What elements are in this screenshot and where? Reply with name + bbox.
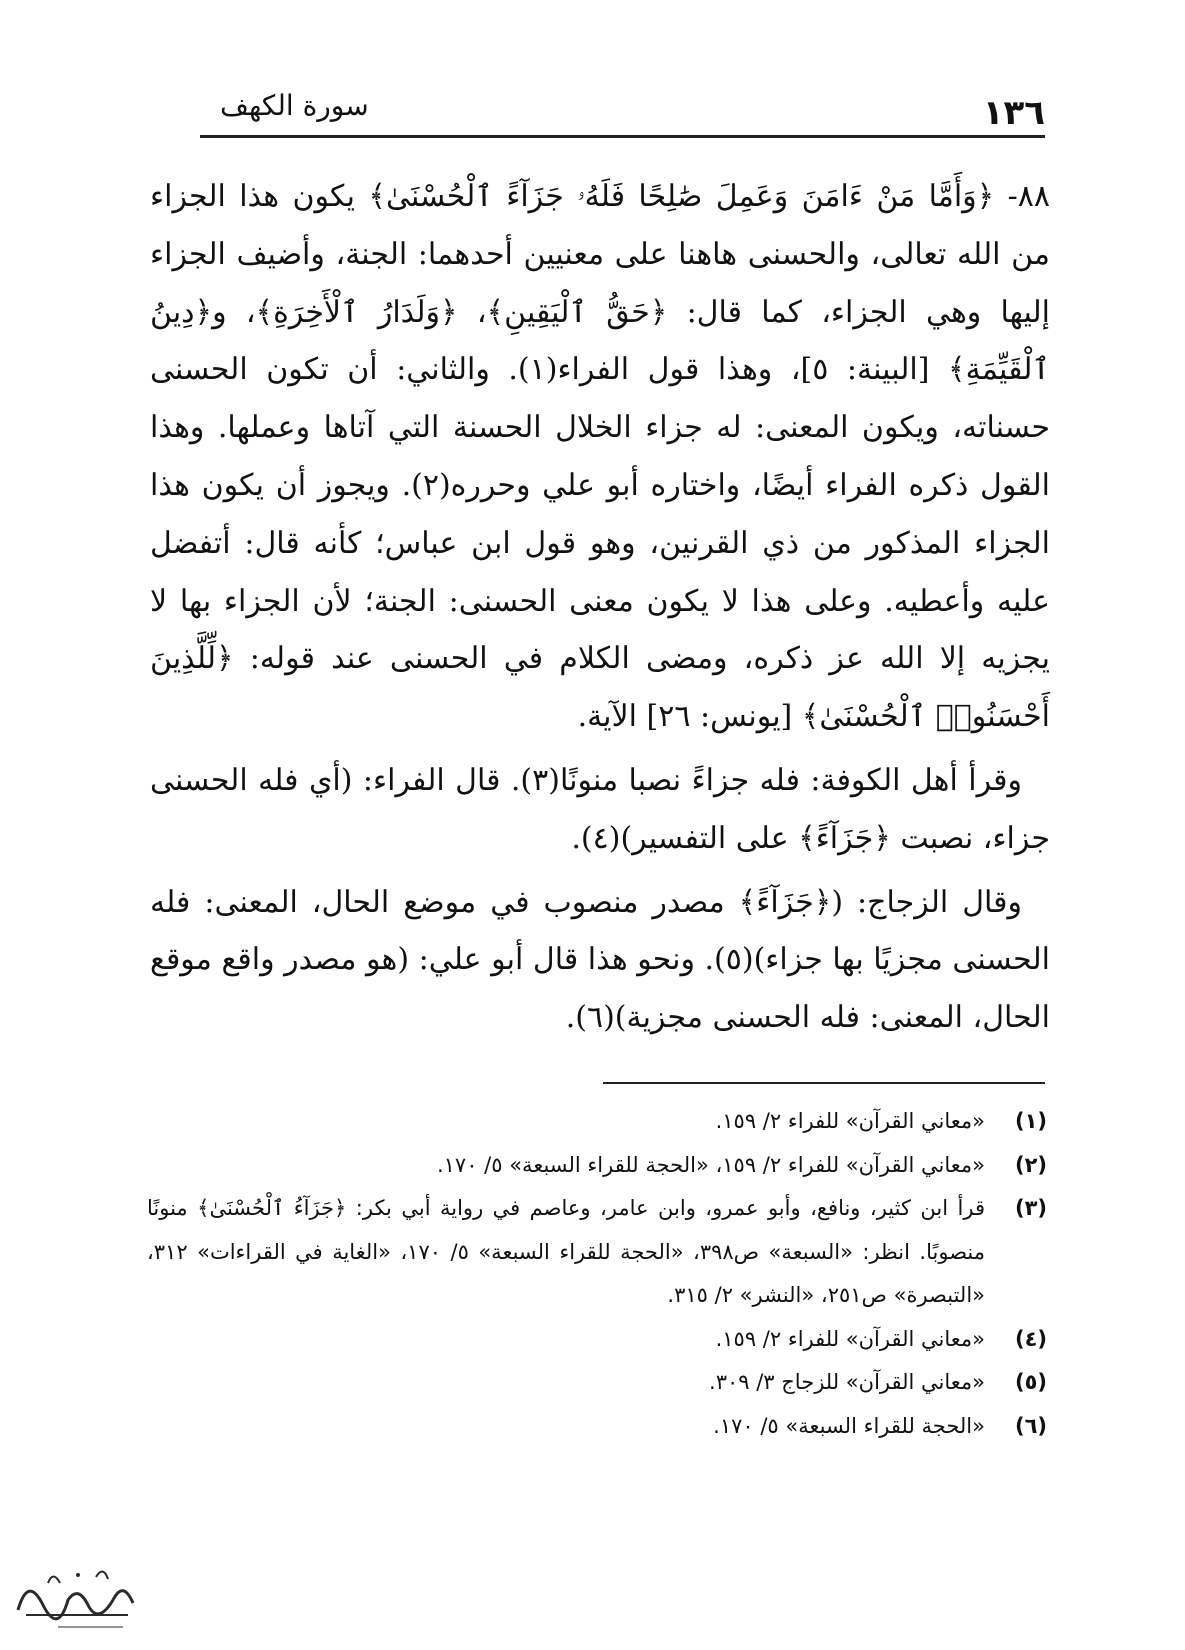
footnote-text: «معاني القرآن» للفراء ٢/ ١٥٩. <box>715 1109 985 1133</box>
publisher-logo <box>8 1555 143 1640</box>
calligraphy-logo-icon <box>8 1555 143 1640</box>
main-text <box>150 168 1050 1047</box>
footnote <box>147 1187 1047 1318</box>
footnote-text: «معاني القرآن» للفراء ٢/ ١٥٩. <box>715 1326 985 1351</box>
paragraph: وقرأ أهل الكوفة: فله جزاءً نصبا منونًا(٣). قال الفراء: (أي فله الحسنى جزاء، نصبت ﴿جَزَآءً﴾ على التفسير)(٤). <box>150 762 1050 856</box>
footnote-text: «معاني القرآن» للفراء ٢/ ١٥٩، «الحجة للقراء السبعة» ٥/ ١٧٠. <box>436 1152 985 1177</box>
footnote-number: (٢) <box>1014 1152 1047 1177</box>
footnote <box>147 1144 1047 1188</box>
footnote-number: (٥) <box>1014 1370 1047 1394</box>
footnote <box>147 1100 1047 1144</box>
running-title: سورة الكهف <box>220 89 369 122</box>
footnote <box>147 1318 1047 1362</box>
footnote-number: (٤) <box>1014 1326 1047 1351</box>
footnote <box>147 1405 1047 1449</box>
paragraph: وقال الزجاج: (﴿جَزَآءً﴾ مصدر منصوب في موضع الحال، المعنى: فله الحسنى مجزيًا بها جزاء)(٥). ونحو هذا قال أبو علي: (هو مصدر واقع موقع الحال، المعنى: فله الحسنى مجزية)(٦). <box>150 884 1050 1036</box>
footnote-number: (٣) <box>1014 1196 1047 1220</box>
footnote <box>147 1361 1047 1405</box>
footnote-text: قرأ ابن كثير، ونافع، وأبو عمرو، وابن عامر، وعاصم في رواية أبي بكر: ﴿جَزَآءُ ٱلْحُسْنَىٰ﴾ منونًا منصوبًا. انظر: «السبعة» ص٣٩٨، «الحجة للقراء السبعة» ٥/ ١٧٠، «الغاية في القراءات» ٣١٢، «التبصرة» ص٢٥١، «النشر» ٢/ ٣١٥. <box>147 1196 985 1307</box>
footnote-number: (١) <box>1014 1109 1047 1133</box>
page-header <box>200 85 1045 138</box>
footnotes <box>147 1100 1047 1448</box>
page-number: ١٣٦ <box>982 93 1045 133</box>
paragraph: ٨٨- ﴿وَأَمَّا مَنْ ءَامَنَ وَعَمِلَ صَٰلِحًا فَلَهُۥ جَزَآءً ٱلْحُسْنَىٰ﴾ يكون هذا الجزاء من الله تعالى، والحسنى هاهنا على معنيين أحدهما: الجنة، وأضيف الجزاء إليها وهي الجزاء، كما قال: ﴿حَقُّ ٱلْيَقِينِ﴾، ﴿وَلَدَارُ ٱلْأَخِرَةِ﴾، و﴿دِينُ ٱلْقَيِّمَةِ﴾ [البينة: ٥]، وهذا قول الفراء(١). والثاني: أن تكون الحسنى حسناته، ويكون المعنى: له جزاء الخلال الحسنة التي آتاها وعملها. وهذا القول ذكره الفراء أيضًا، واختاره أبو علي وحرره(٢). ويجوز أن يكون هذا الجزاء المذكور من ذي القرنين، وهو قول ابن عباس؛ كأنه قال: أتفضل عليه وأعطيه. وعلى هذا لا يكون معنى الحسنى: الجنة؛ لأن الجزاء بها لا يجزيه إلا الله عز ذكره، ومضى الكلام في الحسنى عند قوله: ﴿لِّلَّذِينَ أَحْسَنُوا۟ ٱلْحُسْنَىٰ﴾ [يونس: ٢٦] الآية. <box>150 179 1050 735</box>
footnote-text: «الحجة للقراء السبعة» ٥/ ١٧٠. <box>713 1413 985 1438</box>
footnote-separator <box>603 1082 1045 1084</box>
footnote-text: «معاني القرآن» للزجاج ٣/ ٣٠٩. <box>709 1370 985 1394</box>
footnote-number: (٦) <box>1014 1413 1047 1438</box>
